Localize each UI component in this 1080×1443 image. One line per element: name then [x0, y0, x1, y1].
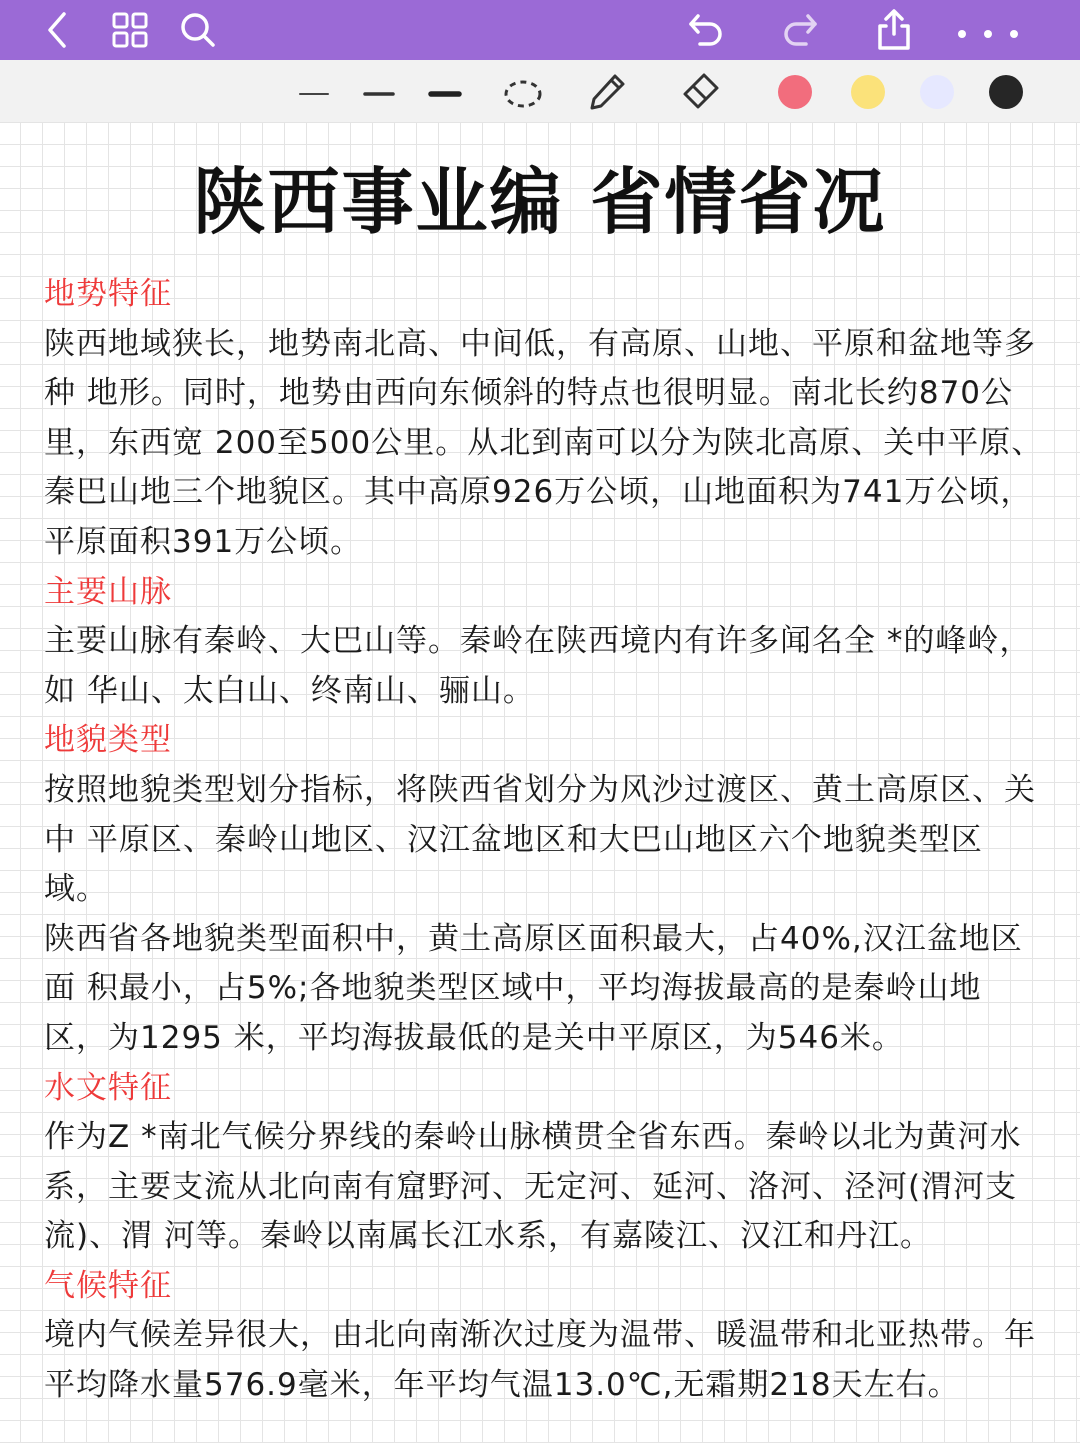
- color-swatch-black[interactable]: [989, 75, 1023, 109]
- section-paragraph: 境内气候差异很大，由北向南渐次过度为温带、暖温带和北亚热带。年平均降水量576.9毫米，年平均气温13.0℃,无霜期218天左右。: [44, 1317, 1036, 1404]
- section-heading: 水文特征: [44, 1069, 172, 1106]
- share-icon[interactable]: [870, 6, 918, 54]
- section-heading: 主要山脉: [44, 573, 172, 610]
- section-heading: 地势特征: [44, 276, 172, 312]
- section-paragraph: 主要山脉有秦岭、大巴山等。秦岭在陕西境内有许多闻名全 *的峰岭，如 华山、太白山、终南山、骊山。: [44, 623, 1032, 709]
- note-canvas[interactable]: [0, 122, 1080, 1443]
- undo-icon[interactable]: [682, 6, 730, 54]
- search-icon[interactable]: [174, 6, 222, 54]
- color-swatch-lavender[interactable]: [920, 75, 954, 109]
- color-swatch-yellow[interactable]: [851, 75, 885, 109]
- back-icon[interactable]: [34, 6, 82, 54]
- pen-medium-icon[interactable]: [355, 68, 403, 116]
- pen-thick-icon[interactable]: [421, 68, 469, 116]
- section-paragraph: 按照地貌类型划分指标，将陕西省划分为风沙过渡区、黄土高原区、关中 平原区、秦岭山地区、汉江盆地区和大巴山地区六个地貌类型区域。: [44, 771, 1036, 908]
- redo-icon[interactable]: [776, 6, 824, 54]
- pencil-icon[interactable]: [584, 68, 632, 116]
- document-body: [44, 270, 1044, 1411]
- section-paragraph: 作为Z *南北气候分界线的秦岭山脉横贯全省东西。秦岭以北为黄河水系，主要支流从北向南有窟野河、无定河、延河、洛河、泾河(渭河支流)、渭 河等。秦岭以南属长江水系，有嘉陵江、汉江和丹江。: [44, 1119, 1022, 1255]
- document-title: 陕西事业编 省情省况: [193, 160, 887, 244]
- eraser-icon[interactable]: [676, 68, 724, 116]
- drawing-toolbar: [0, 60, 1080, 122]
- section-heading: 气候特征: [44, 1267, 172, 1304]
- lasso-icon[interactable]: [499, 68, 547, 116]
- color-swatch-pink[interactable]: [778, 75, 812, 109]
- section-heading: 地貌类型: [44, 722, 172, 759]
- section-paragraph: 陕西省各地貌类型面积中，黄土高原区面积最大，占40%,汉江盆地区面 积最小，占5%;各地貌类型区域中，平均海拔最高的是秦岭山地区，为1295 米，平均海拔最低的是关中平原区，为546米。: [44, 920, 1023, 1056]
- section-paragraph: 陕西地域狭长，地势南北高、中间低，有高原、山地、平原和盆地等多种 地形。同时，地势由西向东倾斜的特点也很明显。南北长约870公里，东西宽 200至500公里。从北到南可以分为陕北高原、关中平原、秦巴山地三个地貌区。其中高原926万公顷，山地面积为741万公顷，平原面积391万公顷。: [44, 325, 1044, 560]
- pen-thin-icon[interactable]: [290, 68, 338, 116]
- grid-icon[interactable]: [106, 6, 154, 54]
- top-nav-bar: [0, 0, 1080, 60]
- more-icon[interactable]: [950, 6, 1030, 54]
